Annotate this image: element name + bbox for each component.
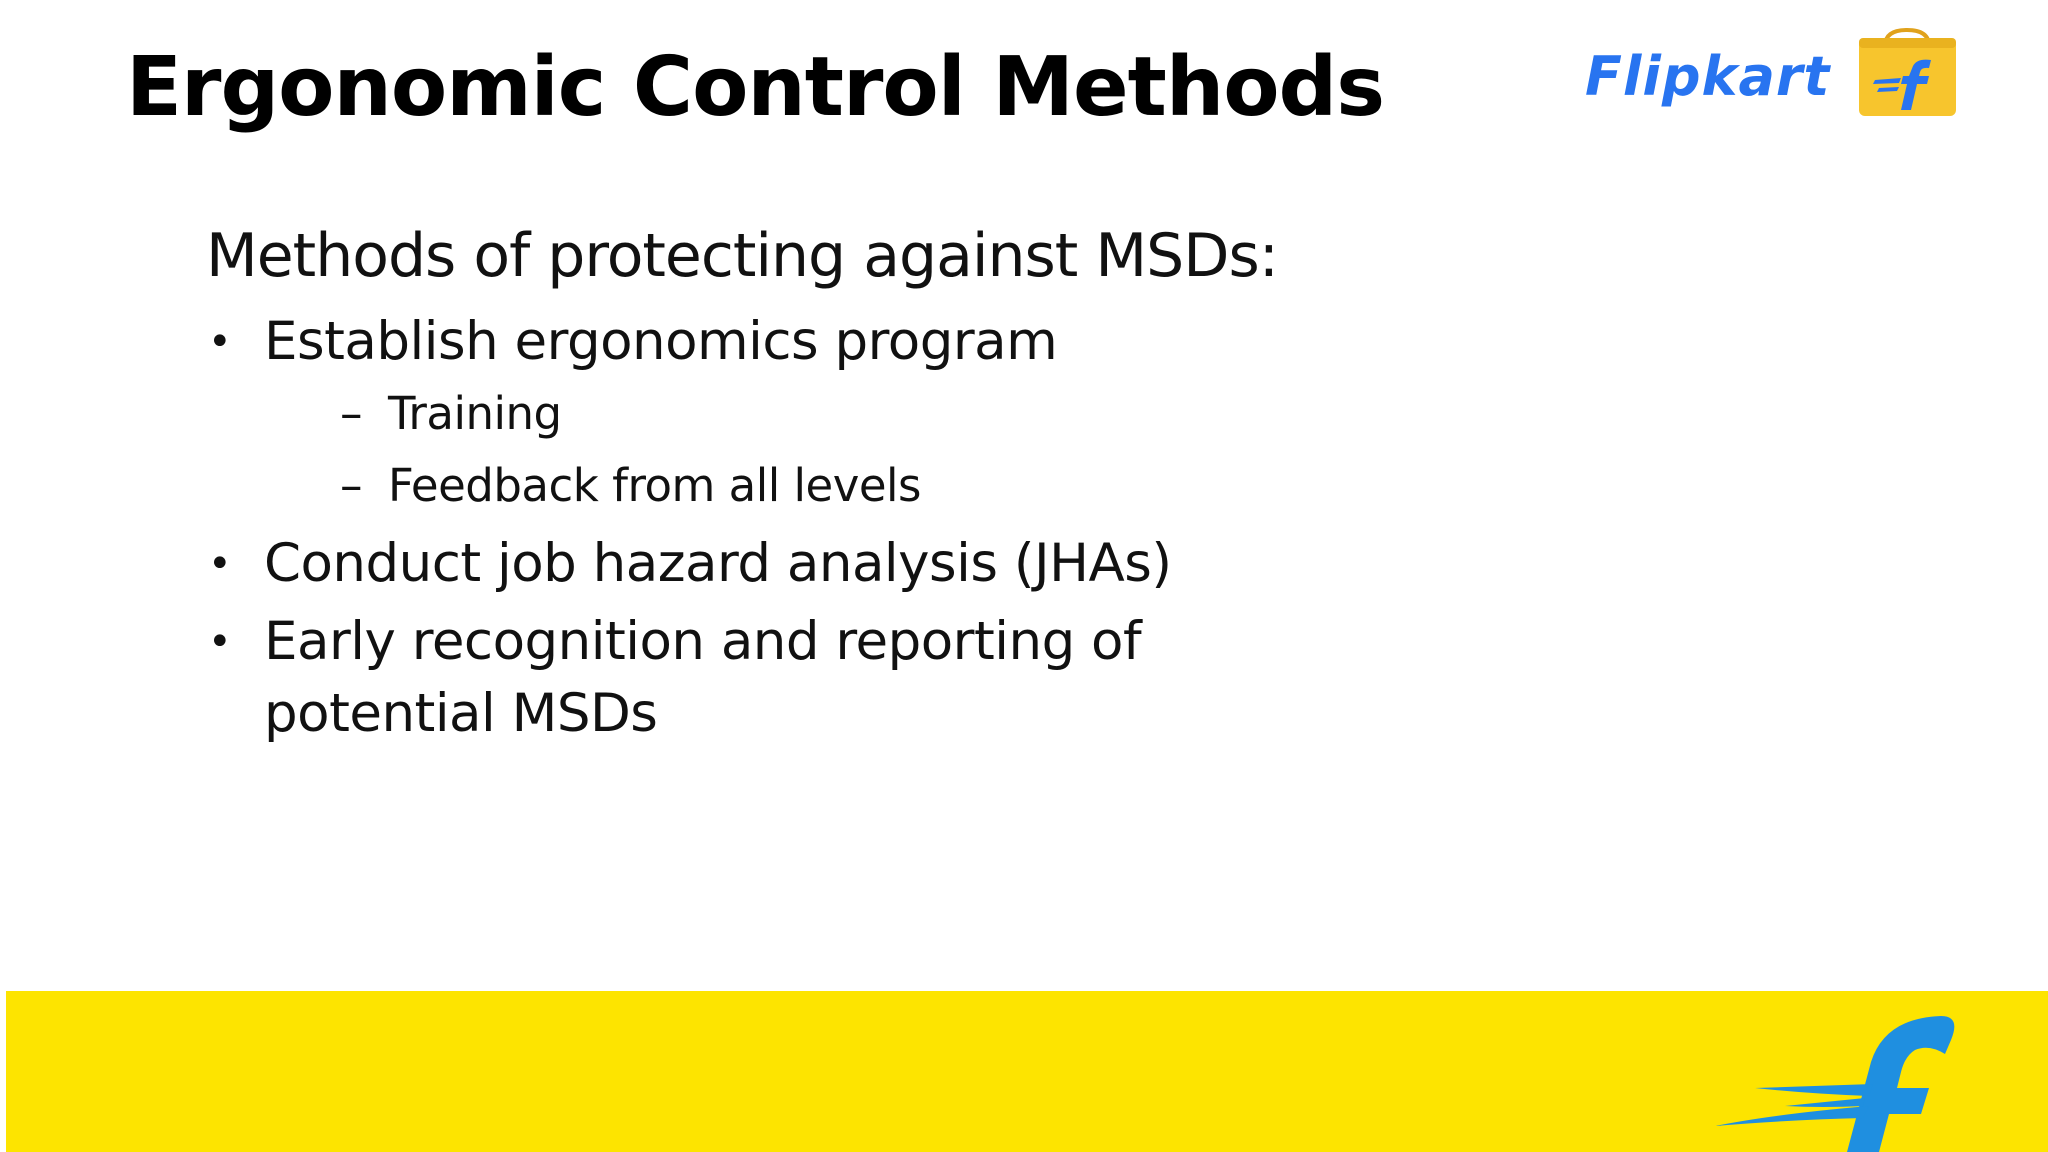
- bullet-item: [206, 306, 1406, 522]
- logo-text: Flipkart: [1585, 45, 1831, 108]
- sub-bullet-list: [264, 378, 1406, 522]
- bullet-list: [206, 306, 1406, 750]
- slide-title: Ergonomic Control Methods: [126, 40, 1385, 135]
- bullet-glyph: •: [208, 619, 232, 665]
- sub-bullet-item: [264, 450, 1406, 522]
- bullet-text: Conduct job hazard analysis (JHAs): [264, 533, 1172, 594]
- lead-text: Methods of protecting against MSDs:: [206, 221, 1278, 291]
- shopping-bag-icon: [1855, 26, 1960, 118]
- bullet-item: [206, 606, 1406, 750]
- slide-content: [206, 212, 1406, 750]
- bullet-text: Establish ergonomics program: [264, 311, 1058, 372]
- bullet-item: [206, 528, 1406, 600]
- sub-bullet-glyph: –: [340, 387, 362, 440]
- sub-bullet-text: Training: [388, 387, 562, 440]
- sub-bullet-text: Feedback from all levels: [388, 459, 921, 512]
- flipkart-logo: [1585, 26, 1960, 126]
- bullet-glyph: •: [208, 541, 232, 587]
- flipkart-f-icon: [1715, 1010, 1965, 1152]
- sub-bullet-glyph: –: [340, 459, 362, 512]
- bullet-text: Early recognition and reporting of potential MSDs: [264, 611, 1142, 744]
- sub-bullet-item: [264, 378, 1406, 450]
- bullet-glyph: •: [208, 319, 232, 365]
